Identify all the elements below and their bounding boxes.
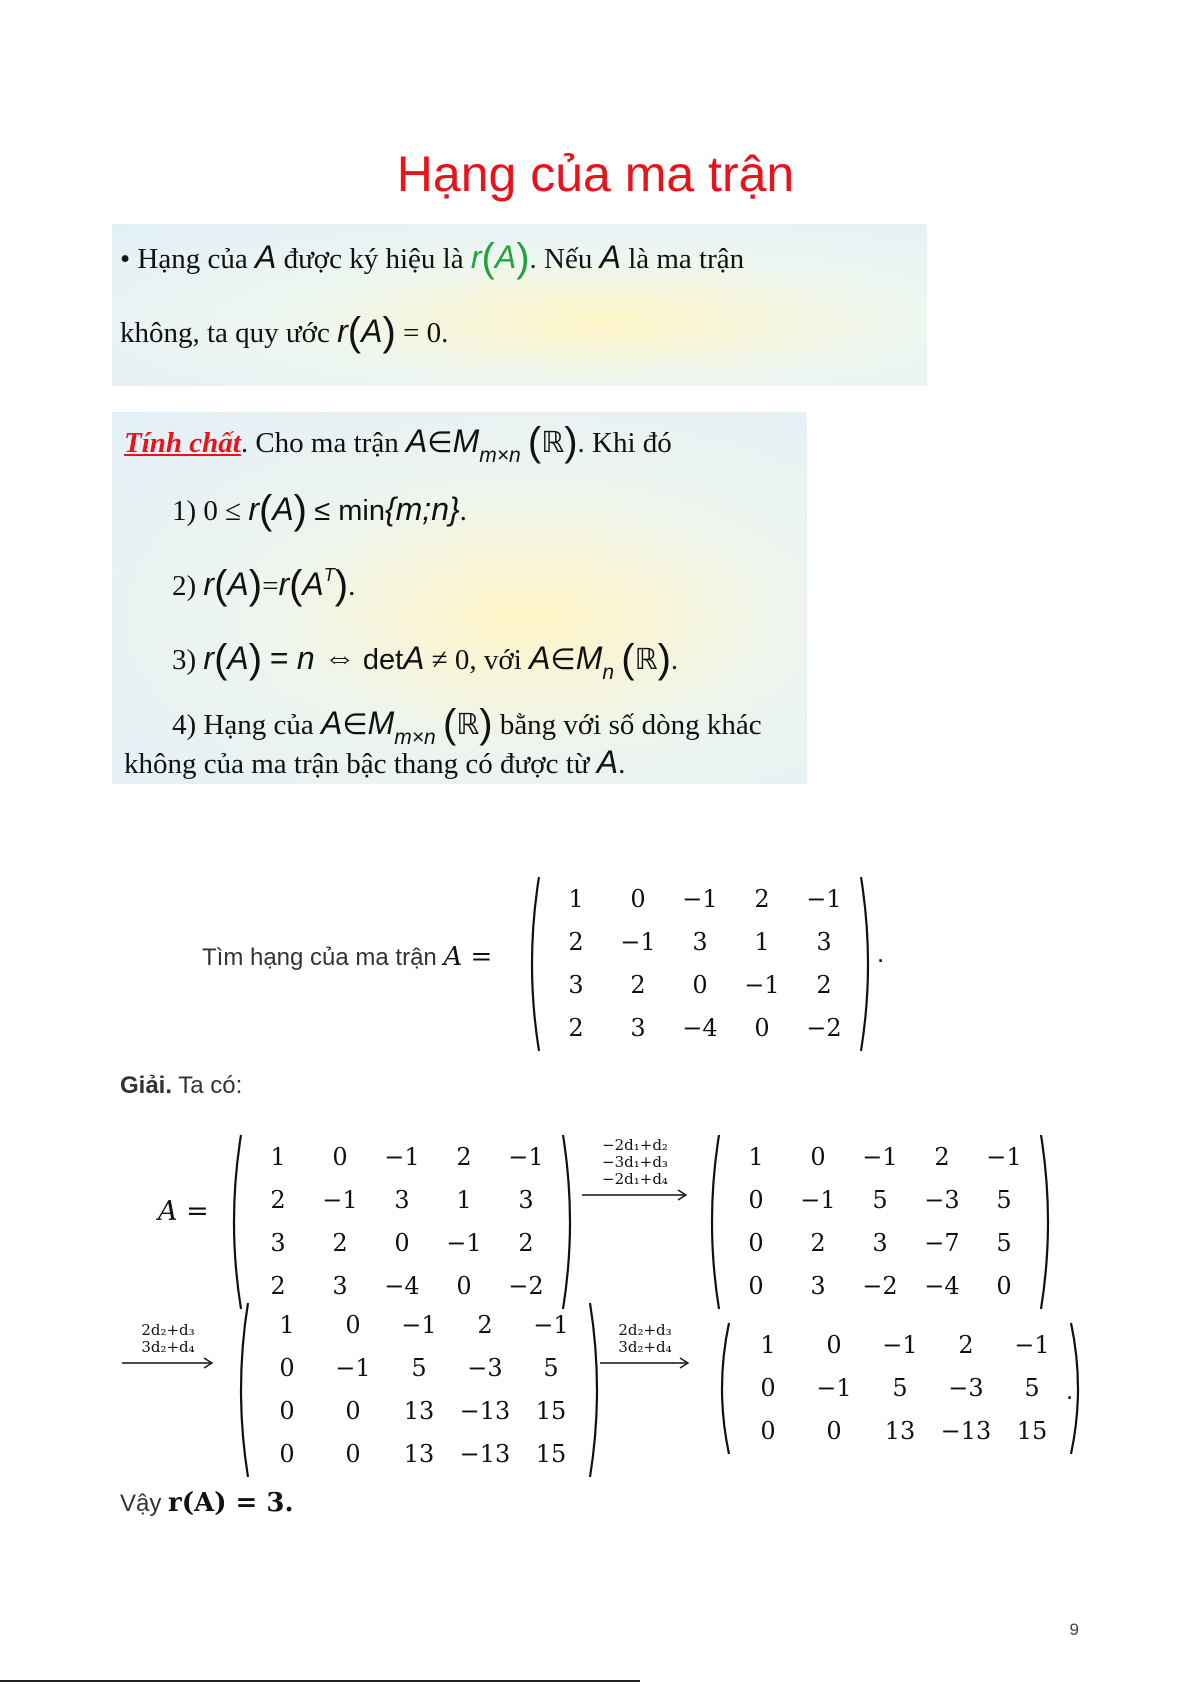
matrix-cell: 2	[270, 1185, 286, 1214]
matrix-cell: −1	[322, 1185, 358, 1214]
matrix-cell: −3	[924, 1185, 960, 1214]
matrix-cell: 2	[456, 1142, 472, 1171]
matrix-cell: −1	[882, 1330, 918, 1359]
matrix-cell: −1	[335, 1353, 371, 1382]
matrix-cell: 1	[748, 1142, 764, 1171]
matrix-cell: −1	[744, 970, 780, 999]
matrix-cell: 5	[1024, 1373, 1040, 1402]
matrix-cell: 0	[826, 1330, 842, 1359]
matrix-cell: 0	[692, 970, 708, 999]
matrix-cell: −4	[682, 1013, 718, 1042]
left-paren	[722, 1323, 729, 1454]
property-1: 1) 0 ≤ r(A) ≤ min{m;n}.	[172, 488, 467, 532]
matrix-cell: −1	[508, 1142, 544, 1171]
matrix-cell: 0	[279, 1353, 295, 1382]
row-ops-2: 2d₂+d₃ 3d₂+d₄	[120, 1322, 216, 1374]
matrix-cell: −13	[940, 1416, 992, 1445]
matrix-cell: 5	[872, 1185, 888, 1214]
matrix-cell: 2	[816, 970, 832, 999]
row-ops-1: −2d₁+d₂ −3d₁+d₃ −2d₁+d₄	[580, 1137, 690, 1206]
conclusion: Vậy r(A) = 3.	[120, 1488, 294, 1518]
matrix-cell: −3	[467, 1353, 503, 1382]
matrix-cell: 0	[760, 1373, 776, 1402]
matrix-cell: 2	[568, 927, 584, 956]
matrix-cell: −1	[986, 1142, 1022, 1171]
matrix-cell: 0	[332, 1142, 348, 1171]
matrix-cell: 1	[279, 1310, 295, 1339]
matrix-cell: −1	[806, 884, 842, 913]
matrix-cell: −7	[924, 1228, 960, 1257]
property-2: 2) $r(A)=r(A^T)$.	[172, 563, 356, 607]
matrix-cell: 2	[332, 1228, 348, 1257]
matrix-cell: −1	[800, 1185, 836, 1214]
right-paren	[861, 877, 868, 1051]
matrix-cell: 1	[754, 927, 770, 956]
matrix-cell: 15	[535, 1439, 567, 1468]
matrix-cell: 0	[456, 1271, 472, 1300]
matrix-cell: 0	[754, 1013, 770, 1042]
solution-matrix-3	[232, 1300, 606, 1480]
page-number: 9	[1069, 1620, 1079, 1639]
property-3: 3) r(A) = n ⇔ detA ≠ 0, với $A\in M_n$ (ℝ).	[172, 637, 679, 684]
matrix-cell: 0	[345, 1396, 361, 1425]
matrix-cell: 1	[270, 1142, 286, 1171]
matrix-cell: −1	[682, 884, 718, 913]
matrix-cell: 0	[826, 1416, 842, 1445]
matrix-cell: 5	[996, 1185, 1012, 1214]
matrix-cell: −1	[1014, 1330, 1050, 1359]
matrix-cell: 0	[279, 1396, 295, 1425]
solution-dot: .	[1066, 1375, 1074, 1405]
solution-matrix-4	[713, 1320, 1087, 1457]
left-paren	[241, 1303, 248, 1477]
matrix-cell: 0	[996, 1271, 1012, 1300]
matrix-cell: 15	[1016, 1416, 1048, 1445]
matrix-cell: 3	[816, 927, 832, 956]
matrix-cell: 2	[754, 884, 770, 913]
matrix-cell: 0	[345, 1439, 361, 1468]
matrix-cell: 3	[332, 1271, 348, 1300]
left-paren	[712, 1135, 719, 1309]
example-prompt: Tìm hạng của ma trận A =	[202, 942, 493, 972]
right-paren	[590, 1303, 597, 1477]
matrix-cell: 5	[543, 1353, 559, 1382]
matrix-cell: 0	[748, 1271, 764, 1300]
matrix-cell: 3	[810, 1271, 826, 1300]
right-paren	[1041, 1135, 1048, 1309]
matrix-cell: 3	[518, 1185, 534, 1214]
matrix-cell: 2	[518, 1228, 534, 1257]
matrix-cell: −1	[384, 1142, 420, 1171]
matrix-cell: 2	[568, 1013, 584, 1042]
matrix-cell: −2	[806, 1013, 842, 1042]
solution-heading: Giải. Ta có:	[120, 1072, 243, 1099]
matrix-cell: 0	[748, 1228, 764, 1257]
matrix-cell: 15	[535, 1396, 567, 1425]
row-ops-3: 2d₂+d₃ 3d₂+d₄	[598, 1322, 692, 1374]
matrix-cell: 13	[403, 1396, 435, 1425]
property-4: 4) Hạng của $A\in M_{m\times n}$ (ℝ) bằng với số dòng khác	[172, 702, 762, 749]
matrix-cell: 3	[692, 927, 708, 956]
matrix-cell: 2	[630, 970, 646, 999]
arrow-right-icon	[598, 1356, 692, 1370]
matrix-cell: 0	[345, 1310, 361, 1339]
left-paren	[234, 1135, 241, 1309]
matrix-cell: −13	[459, 1439, 511, 1468]
matrix-cell: 3	[394, 1185, 410, 1214]
matrix-cell: −2	[508, 1271, 544, 1300]
matrix-cell: 2	[958, 1330, 974, 1359]
matrix-cell: 5	[892, 1373, 908, 1402]
matrix-cell: 3	[568, 970, 584, 999]
matrix-cell: −13	[459, 1396, 511, 1425]
footer-rule	[0, 1680, 640, 1682]
solution-lhs: A =	[158, 1196, 209, 1227]
matrix-cell: 0	[630, 884, 646, 913]
matrix-cell: −3	[948, 1373, 984, 1402]
matrix-cell: −4	[384, 1271, 420, 1300]
matrix-cell: −4	[924, 1271, 960, 1300]
arrow-right-icon	[120, 1356, 216, 1370]
matrix-cell: −1	[533, 1310, 569, 1339]
notation-line-2: không, ta quy ước r(A) = 0.	[120, 310, 449, 354]
matrix-cell: 2	[477, 1310, 493, 1339]
matrix-cell: 0	[748, 1185, 764, 1214]
matrix-cell: −1	[401, 1310, 437, 1339]
page-title: Hạng của ma trận	[396, 146, 795, 202]
matrix-cell: 0	[760, 1416, 776, 1445]
matrix-cell: 5	[411, 1353, 427, 1382]
properties-label: Tính chất	[124, 427, 241, 459]
matrix-cell: 1	[760, 1330, 776, 1359]
right-paren	[563, 1135, 570, 1309]
matrix-cell: −2	[862, 1271, 898, 1300]
matrix-cell: 1	[456, 1185, 472, 1214]
matrix-cell: 13	[884, 1416, 916, 1445]
matrix-cell: 13	[403, 1439, 435, 1468]
matrix-cell: 0	[279, 1439, 295, 1468]
matrix-cell: 1	[568, 884, 584, 913]
matrix-cell: 0	[394, 1228, 410, 1257]
solution-matrix-1	[225, 1132, 579, 1312]
matrix-cell: −1	[620, 927, 656, 956]
notation-line-1: • Hạng của A được ký hiệu là r(A). Nếu A là ma trận	[120, 236, 745, 280]
matrix-cell: −1	[446, 1228, 482, 1257]
matrix-cell: 2	[270, 1271, 286, 1300]
example-dot: .	[877, 938, 885, 968]
example-matrix	[523, 874, 877, 1054]
arrow-right-icon	[580, 1188, 690, 1202]
matrix-cell: 0	[810, 1142, 826, 1171]
solution-matrix-2	[703, 1132, 1057, 1312]
matrix-cell: 5	[996, 1228, 1012, 1257]
matrix-cell: −1	[862, 1142, 898, 1171]
matrix-cell: 3	[630, 1013, 646, 1042]
left-paren	[532, 877, 539, 1051]
matrix-cell: 2	[810, 1228, 826, 1257]
properties-intro: Tính chất. Cho ma trận $A\in M_{m\times n}$ (ℝ). Khi đó	[124, 420, 672, 467]
property-4-cont: không của ma trận bậc thang có được từ A.	[124, 744, 626, 780]
matrix-cell: −1	[816, 1373, 852, 1402]
matrix-cell: 2	[934, 1142, 950, 1171]
matrix-cell: 3	[872, 1228, 888, 1257]
matrix-cell: 3	[270, 1228, 286, 1257]
